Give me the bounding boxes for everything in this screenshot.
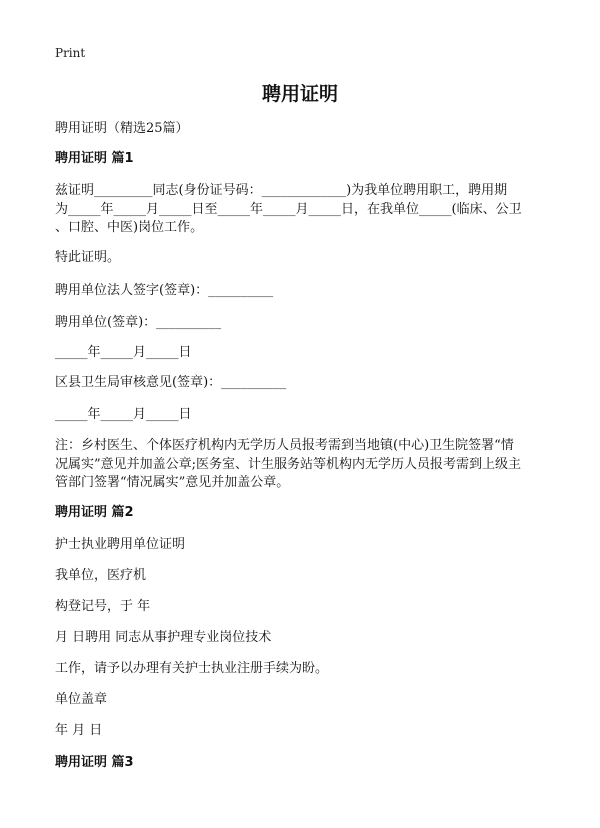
section2-paragraph-4: 月 日聘用 同志从事护理专业岗位技术 [55, 630, 272, 645]
section2-paragraph-7: 年 月 日 [55, 723, 103, 738]
section-heading-2: 聘用证明 篇2 [55, 505, 134, 520]
section1-note-line-2: 况属实”意见并加盖公章;医务室、计生服务站等机构内无学历人员报考需到上级主 [55, 457, 522, 472]
section1-paragraph-2: 特此证明。 [55, 250, 121, 265]
section1-note-line-3: 管部门签署“情况属实”意见并加盖公章。 [55, 475, 290, 490]
section2-paragraph-3: 构登记号，于 年 [55, 599, 151, 614]
section2-paragraph-1: 护士执业聘用单位证明 [55, 537, 186, 552]
document-subtitle: 聘用证明（精选25篇） [55, 121, 189, 136]
section1-date-1: _____年_____月_____日 [55, 345, 192, 360]
section1-date-2: _____年_____月_____日 [55, 407, 192, 422]
section1-paragraph-1-line-1: 兹证明_________同志(身份证号码：_____________)为我单位聘用职工，聘用期 [55, 183, 508, 198]
section2-paragraph-2: 我单位，医疗机 [55, 568, 147, 583]
section2-paragraph-5: 工作，请予以办理有关护士执业注册手续为盼。 [55, 661, 329, 676]
section1-paragraph-3: 聘用单位法人签字(签章)：__________ [55, 283, 274, 298]
section-heading-3: 聘用证明 篇3 [55, 755, 134, 770]
section1-paragraph-1-line-3: 、口腔、中医)岗位工作。 [55, 220, 204, 235]
section1-paragraph-6: 区县卫生局审核意见(签章)：__________ [55, 375, 287, 390]
print-link[interactable]: Print [55, 46, 86, 60]
section1-note-line-1: 注：乡村医生、个体医疗机构内无学历人员报考需到当地镇(中心)卫生院签署“情 [55, 438, 514, 453]
section1-paragraph-4: 聘用单位(签章)：__________ [55, 315, 222, 330]
section-heading-1: 聘用证明 篇1 [55, 151, 134, 166]
section2-paragraph-6: 单位盖章 [55, 692, 108, 707]
section1-paragraph-1-line-2: 为_____年_____月_____日至_____年_____月_____日，在我单位_____(临床、公卫 [55, 202, 522, 217]
document-title: 聘用证明 [261, 83, 338, 105]
